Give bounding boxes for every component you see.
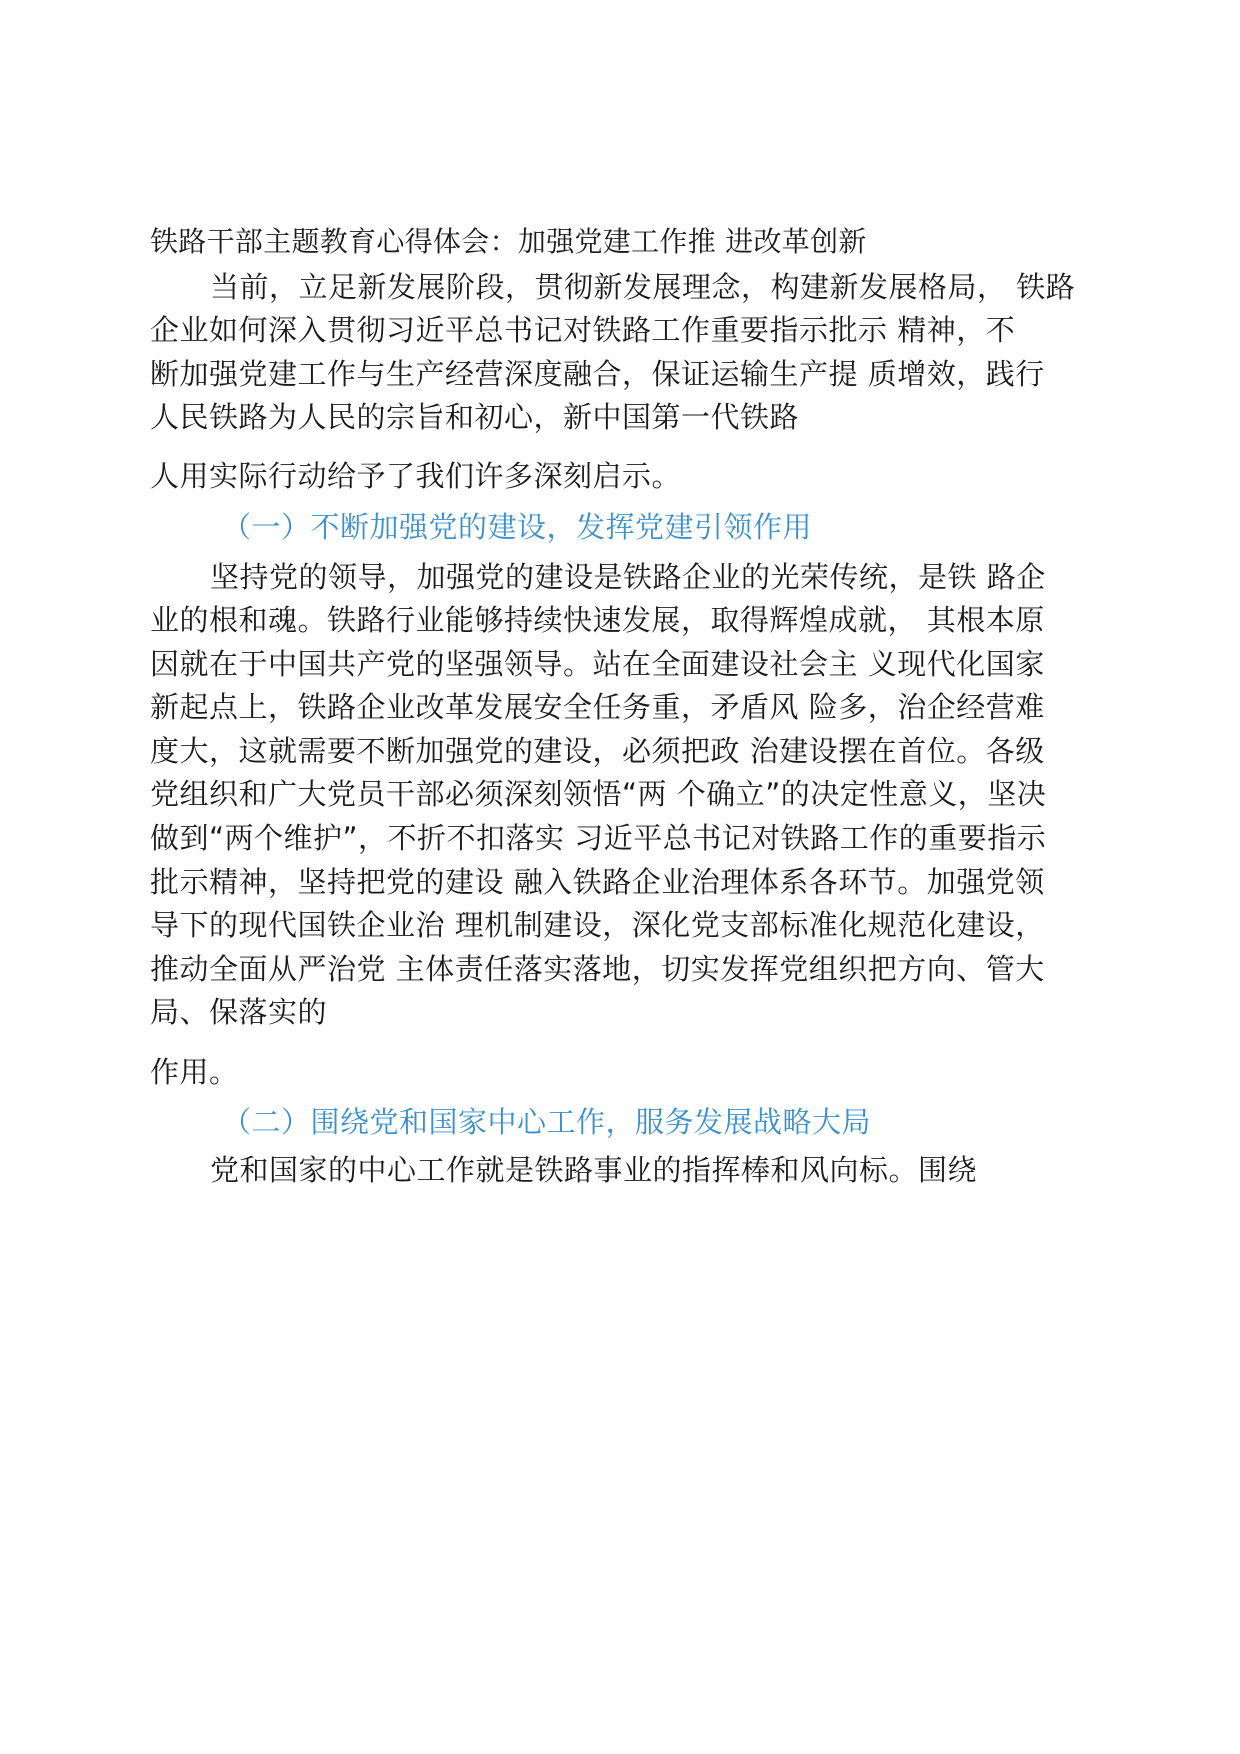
section-1-line-2: 业的根和魂。铁路行业能够持续快速发展，取得辉煌成就， 其根本原 xyxy=(150,603,1045,637)
intro-line-2: 企业如何深入贯彻习近平总书记对铁路工作重要指示批示 精神，不 xyxy=(150,313,1016,347)
section-1-line-7: 做到“两个维护”，不折不扣落实 习近平总书记对铁路工作的重要指示 xyxy=(150,821,1047,855)
intro-line-1: 当前，立足新发展阶段，贯彻新发展理念，构建新发展格局， 铁路 xyxy=(210,270,1076,304)
section-1-line-1: 坚持党的领导，加强党的建设是铁路企业的光荣传统，是铁 路企 xyxy=(210,560,1046,594)
section-2-line-1: 党和国家的中心工作就是铁路事业的指挥棒和风向标。围绕 xyxy=(210,1153,978,1187)
section-1-line-6: 党组织和广大党员干部必须深刻领悟“两 个确立”的决定性意义，坚决 xyxy=(150,777,1047,811)
section-1-line-8: 批示精神，坚持把党的建设 融入铁路企业治理体系各环节。加强党领 xyxy=(150,865,1045,899)
intro-line-5: 人用实际行动给予了我们许多深刻启示。 xyxy=(150,459,682,493)
section-2-heading: （二）围绕党和国家中心工作，服务发展战略大局 xyxy=(222,1105,872,1139)
document-title: 铁路干部主题教育心得体会：加强党建工作推 进改革创新 xyxy=(150,225,867,258)
intro-line-4: 人民铁路为人民的宗旨和初心，新中国第一代铁路 xyxy=(150,400,800,434)
section-1-line-12: 作用。 xyxy=(150,1055,239,1089)
section-1-line-11: 局、保落实的 xyxy=(150,995,328,1029)
section-1-line-5: 度大，这就需要不断加强党的建设，必须把政 治建设摆在首位。各级 xyxy=(150,734,1045,768)
section-1-heading: （一）不断加强党的建设，发挥党建引领作用 xyxy=(222,510,813,544)
section-1-line-10: 推动全面从严治党 主体责任落实落地，切实发挥党组织把方向、管大 xyxy=(150,952,1045,986)
section-1-line-4: 新起点上，铁路企业改革发展安全任务重，矛盾风 险多，治企经营难 xyxy=(150,690,1045,724)
section-1-line-3: 因就在于中国共产党的坚强领导。站在全面建设社会主 义现代化国家 xyxy=(150,647,1045,681)
intro-line-3: 断加强党建工作与生产经营深度融合，保证运输生产提 质增效，践行 xyxy=(150,357,1045,391)
section-1-line-9: 导下的现代国铁企业治 理机制建设，深化党支部标准化规范化建设， xyxy=(150,908,1045,942)
